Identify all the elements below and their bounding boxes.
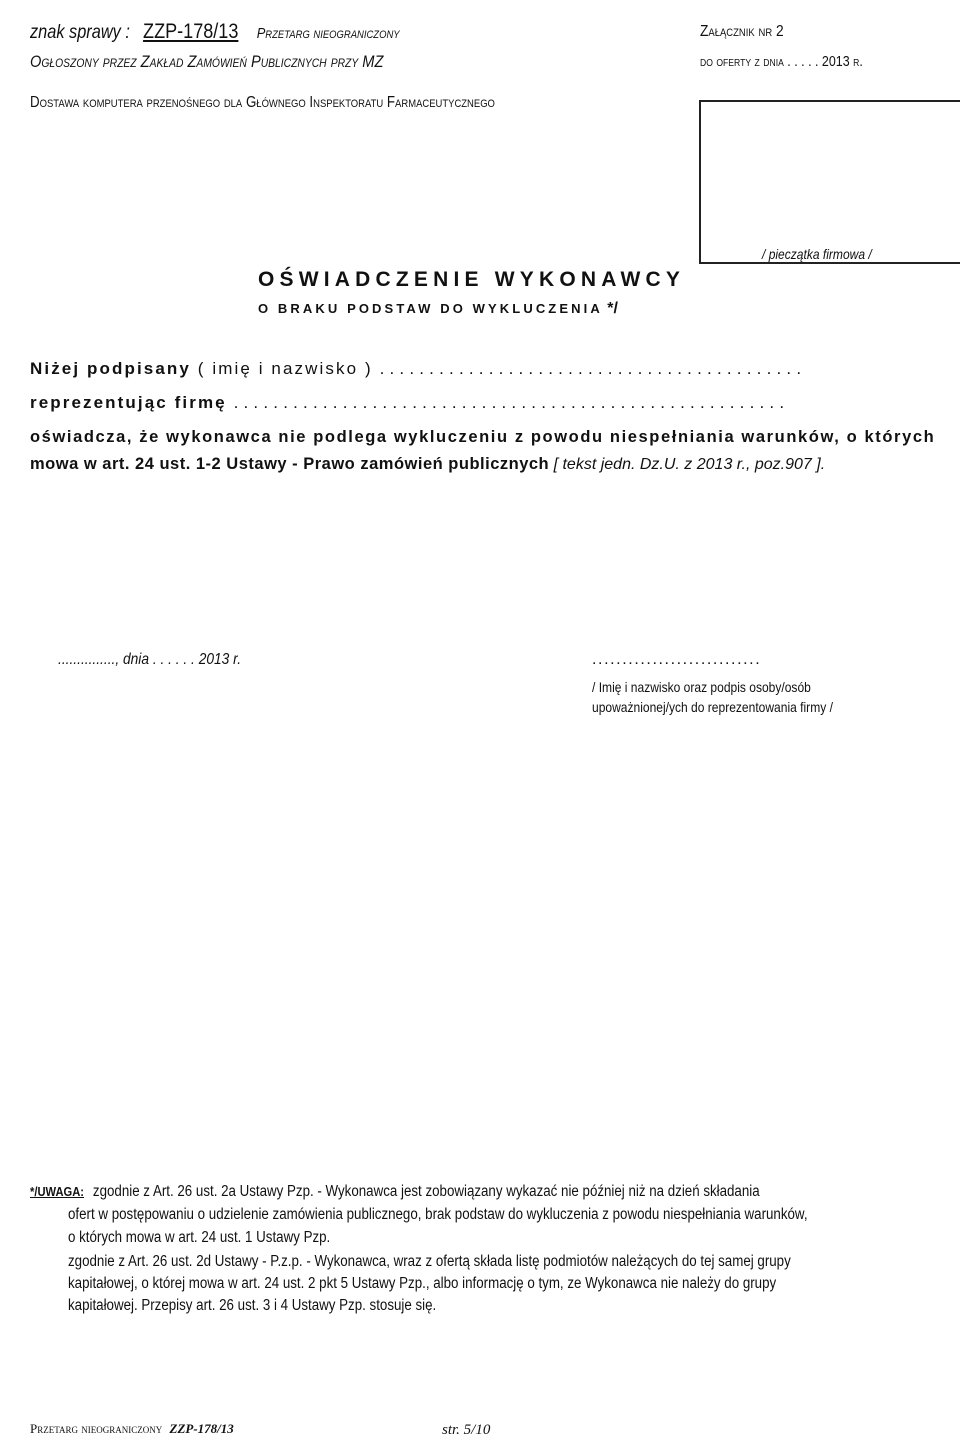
page-number: str. 5/10 — [442, 1422, 491, 1438]
company-stamp-box — [699, 100, 960, 264]
representing-field — [30, 393, 789, 413]
document-subtitle — [258, 300, 618, 318]
attachment-label: Załącznik nr 2 — [700, 23, 784, 40]
note-label: */UWAGA: — [30, 1184, 85, 1199]
page-footer — [30, 1421, 234, 1437]
signature-caption-2: upoważnionej/ych do reprezentowania firmy / — [592, 699, 833, 715]
offer-date: do oferty z dnia . . . . . 2013 r. — [700, 54, 863, 70]
footer-tender: Przetarg nieograniczony — [30, 1421, 163, 1436]
signed-label: Niżej podpisany — [30, 359, 191, 378]
signed-hint: ( imię i nazwisko ) — [197, 359, 373, 378]
footnote-marker: */ — [607, 300, 618, 317]
document-title: OŚWIADCZENIE WYKONAWCY — [258, 268, 686, 291]
declaration-line-2 — [30, 455, 825, 474]
signature-caption-1: / Imię i nazwisko oraz podpis osoby/osób — [592, 679, 811, 695]
footer-case-number: ZZP-178/13 — [169, 1421, 234, 1436]
note-line-1 — [30, 1183, 760, 1201]
declaration-legal-basis: mowa w art. 24 ust. 1-2 Ustawy - Prawo zamówień publicznych — [30, 455, 550, 473]
representing-label: reprezentując firmę — [30, 393, 227, 412]
signature-dots: ............................ — [592, 651, 762, 668]
case-label: znak sprawy : — [30, 22, 130, 43]
declaration-line-1: oświadcza, że wykonawca nie podlega wykluczeniu z powodu niespełniania warunków, o których — [30, 428, 936, 446]
order-subject: Dostawa komputera przenośnego dla Głównego Inspektoratu Farmaceutycznego — [30, 94, 495, 111]
note-p2-line3: kapitałowej. Przepisy art. 26 ust. 3 i 4 Ustawy Pzp. stosuje się. — [68, 1297, 437, 1314]
place-date: ..............., dnia . . . . . . 2013 r. — [58, 651, 242, 668]
subtitle-text: O BRAKU PODSTAW DO WYKLUCZENIA — [258, 301, 603, 316]
representing-dots: ........................................................ — [233, 393, 790, 412]
announced-by: Ogłoszony przez Zakład Zamówień Publicznych przy MZ — [30, 52, 384, 71]
note-p1-line2: ofert w postępowaniu o udzielenie zamówienia publicznego, brak podstaw do wykluczenia z powodu niespełniania warunków, — [68, 1206, 808, 1223]
note-p2-line2: kapitałowej, o której mowa w art. 24 ust. 2 pkt 5 Ustawy Pzp., albo informację o tym, ze Wykonawca nie należy do grupy — [68, 1275, 777, 1292]
note-p2-line1: zgodnie z Art. 26 ust. 2d Ustawy - P.z.p. - Wykonawca, wraz z ofertą składa listę podmiotów należących do tej samej grupy — [68, 1253, 791, 1270]
note-p1-line3: o których mowa w art. 24 ust. 1 Ustawy Pzp. — [68, 1229, 331, 1246]
stamp-label: / pieczątka firmowa / — [762, 246, 872, 262]
note-p1-line1: zgodnie z Art. 26 ust. 2a Ustawy Pzp. - Wykonawca jest zobowiązany wykazać nie później niż na dzień składania — [92, 1183, 760, 1200]
case-number: ZZP-178/13 — [143, 20, 239, 43]
declaration-citation: [ tekst jedn. Dz.U. z 2013 r., poz.907 ]. — [553, 456, 826, 473]
signed-dots: ........................................... — [379, 359, 807, 378]
case-line — [30, 20, 400, 44]
signed-field — [30, 359, 806, 379]
tender-type: Przetarg nieograniczony — [256, 25, 400, 42]
